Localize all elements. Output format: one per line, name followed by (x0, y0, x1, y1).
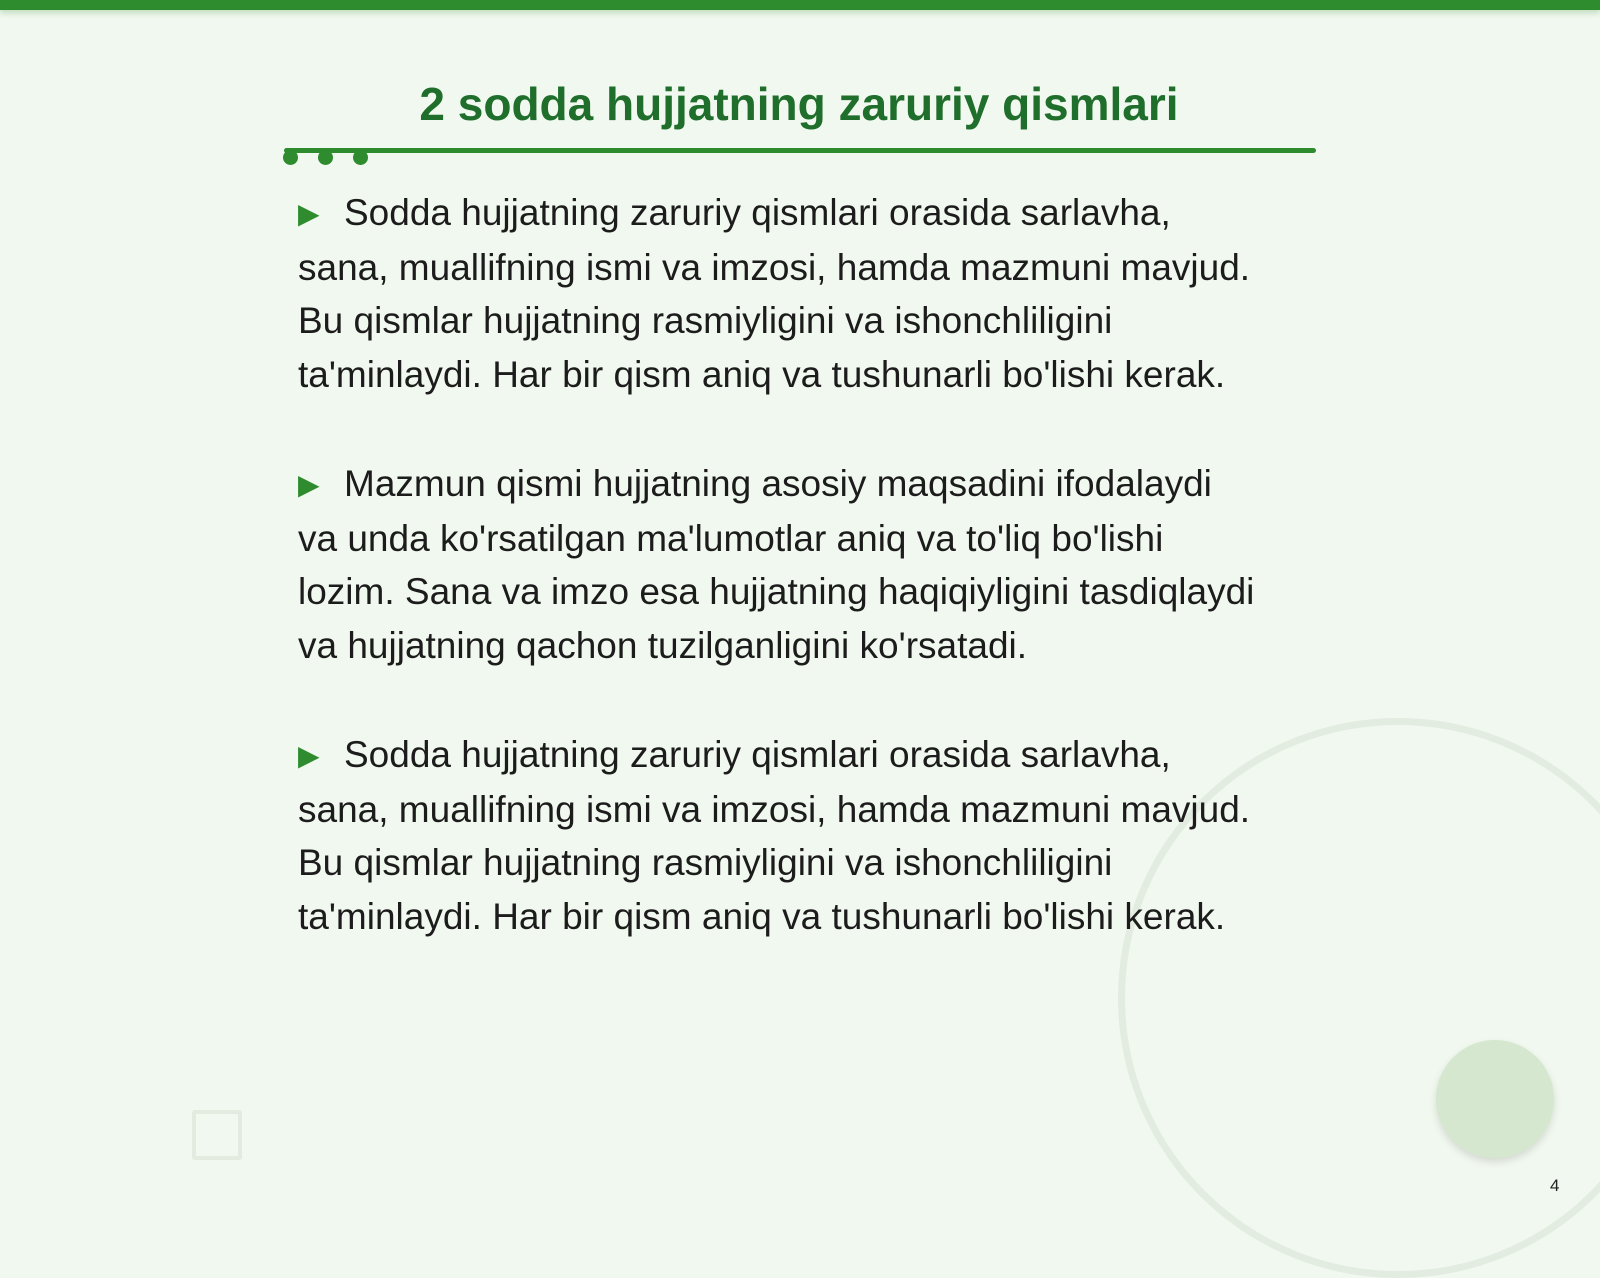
decorative-square (192, 1110, 242, 1160)
bullet-paragraph-2 (298, 457, 1258, 672)
title-underline (284, 148, 1316, 153)
decorative-circle (1436, 1040, 1554, 1158)
triangle-right-icon: ▶ (298, 469, 320, 500)
bullet-paragraph-3 (298, 728, 1258, 943)
slide-content (298, 186, 1258, 999)
decorative-dot-2 (318, 150, 333, 165)
paragraph-text-1: Sodda hujjatning zaruriy qismlari orasida sarlavha, sana, muallifning ismi va imzosi, hamda mazmuni mavjud. Bu qismlar hujjatning rasmiyligini va ishonchliligini ta'minlaydi. Har bir qism aniq va tushunarli bo'lishi kerak. (298, 192, 1251, 395)
triangle-right-icon: ▶ (298, 198, 320, 229)
triangle-right-icon: ▶ (298, 740, 320, 771)
top-accent-bar (0, 0, 1600, 10)
decorative-dot-3 (353, 150, 368, 165)
slide-title: 2 sodda hujjatning zaruriy qismlari (419, 78, 1179, 130)
paragraph-text-3: Sodda hujjatning zaruriy qismlari orasida sarlavha, sana, muallifning ismi va imzosi, hamda mazmuni mavjud. Bu qismlar hujjatning rasmiyligini va ishonchliligini ta'minlaydi. Har bir qism aniq va tushunarli bo'lishi kerak. (298, 734, 1251, 937)
page-number: 4 (1550, 1176, 1560, 1195)
decorative-dot-1 (283, 150, 298, 165)
bullet-paragraph-1 (298, 186, 1258, 401)
paragraph-text-2: Mazmun qismi hujjatning asosiy maqsadini ifodalaydi va unda ko'rsatilgan ma'lumotlar aniq va to'liq bo'lishi lozim. Sana va imzo esa hujjatning haqiqiyligini tasdiqlaydi va hujjatning qachon tuzilganligini ko'rsatadi. (298, 463, 1255, 666)
